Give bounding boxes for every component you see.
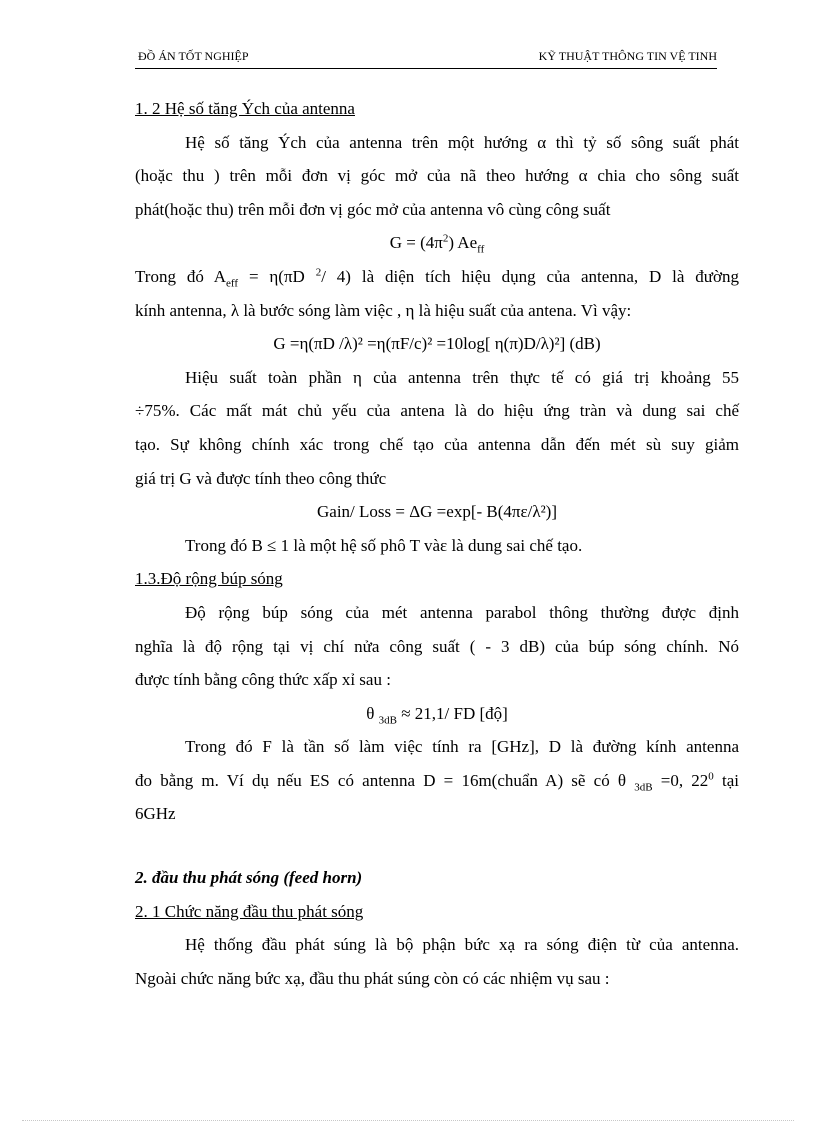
section-1-2-paragraph-1 bbox=[135, 126, 739, 227]
section-1-3-paragraph-2 bbox=[135, 730, 739, 831]
section-1-2-paragraph-2 bbox=[135, 260, 739, 327]
text-line: ÷75%. Các mất mát chủ yếu của antena là do hiệu ứng tràn và dung sai chế bbox=[135, 401, 739, 421]
text-line: đo bằng m. Ví dụ nếu ES có antenna D = 16m(chuẩn A) sẽ có θ $_{3dB}$ =0, $22^0$ tại bbox=[135, 770, 739, 794]
section-2-1-paragraph-1 bbox=[135, 928, 739, 995]
page-header bbox=[135, 44, 717, 69]
text-line: kính antenna, λ là bước sóng làm việc , η là hiệu suất của antena. Vì vậy: bbox=[135, 300, 632, 320]
page-body bbox=[135, 92, 739, 995]
text-line: Trong đó $A_{eff} = \eta(\pi D$ $^2$/ 4) là diện tích hiệu dụng của antenna, D là đường bbox=[135, 266, 739, 290]
header-right-title: KỸ THUẬT THÔNG TIN VỆ TINH bbox=[538, 49, 717, 63]
text-line: (hoặc thu ) trên mỗi đơn vị góc mở của nã theo hướng α chia cho sông suất bbox=[135, 166, 739, 186]
text-line: Hệ số tăng Ých của antenna trên một hướng α thì tỷ số sông suất phát bbox=[185, 132, 739, 152]
text-line: được tính bằng công thức xấp xỉ sau : bbox=[135, 670, 391, 690]
equation-beamwidth: θ $_{3dB}$ ≈ 21,1/ FD [độ] bbox=[366, 703, 508, 727]
page-bottom-divider bbox=[22, 1120, 794, 1121]
section-2-1-heading: 2. 1 Chức năng đầu thu phát sóng bbox=[135, 901, 364, 921]
text-line: Trong đó F là tần số làm việc tính ra [GHz], D là đường kính antenna bbox=[185, 737, 739, 757]
equation-gain-loss: Gain/ Loss = ΔG =exp[- B(4πε/λ²)] bbox=[317, 502, 557, 522]
text-line: giá trị G và được tính theo công thức bbox=[135, 468, 387, 488]
equation-gain: $G = (4\pi^2)$ $Ae_{ff}$ bbox=[389, 232, 485, 256]
section-1-2-heading: 1. 2 Hệ số tăng Ých của antenna bbox=[135, 99, 355, 118]
text-line: Hiệu suất toàn phần η của antenna trên thực tế có giá trị khoảng 55 bbox=[185, 367, 739, 387]
text-line: nghĩa là độ rộng tại vị chí nửa công suất ( - 3 dB) của búp sóng chính. Nó bbox=[135, 636, 739, 656]
header-left-title: ĐỒ ÁN TỐT NGHIỆP bbox=[138, 49, 249, 63]
text-line: 6GHz bbox=[135, 804, 176, 824]
text-line: tạo. Sự không chính xác trong chế tạo của antenna dẫn đến mét sù suy giảm bbox=[135, 434, 739, 454]
section-1-3-paragraph-1 bbox=[135, 596, 739, 697]
section-1-3-heading: 1.3.Độ rộng búp sóng bbox=[135, 569, 283, 589]
text-line: Độ rộng búp sóng của mét antenna parabol thông thường được định bbox=[185, 602, 739, 622]
text-line: Hệ thống đầu phát súng là bộ phận bức xạ ra sóng điện từ của antenna. bbox=[185, 935, 739, 955]
section-1-2-paragraph-3 bbox=[135, 361, 739, 495]
section-1-2-paragraph-4: Trong đó B ≤ 1 là một hệ số phô T vàε là dung sai chế tạo. bbox=[185, 535, 583, 555]
spacer bbox=[135, 831, 739, 861]
text-line: phát(hoặc thu) trên mỗi đơn vị góc mở của antenna vô cùng công suất bbox=[135, 199, 611, 219]
text-line: Ngoài chức năng bức xạ, đầu thu phát súng còn có các nhiệm vụ sau : bbox=[135, 968, 610, 988]
equation-gain-db: G =η(πD /λ)² =η(πF/c)² =10log[ η(π)D/λ)²] (dB) bbox=[273, 334, 601, 354]
section-2-heading: 2. đầu thu phát sóng (feed horn) bbox=[135, 868, 363, 888]
